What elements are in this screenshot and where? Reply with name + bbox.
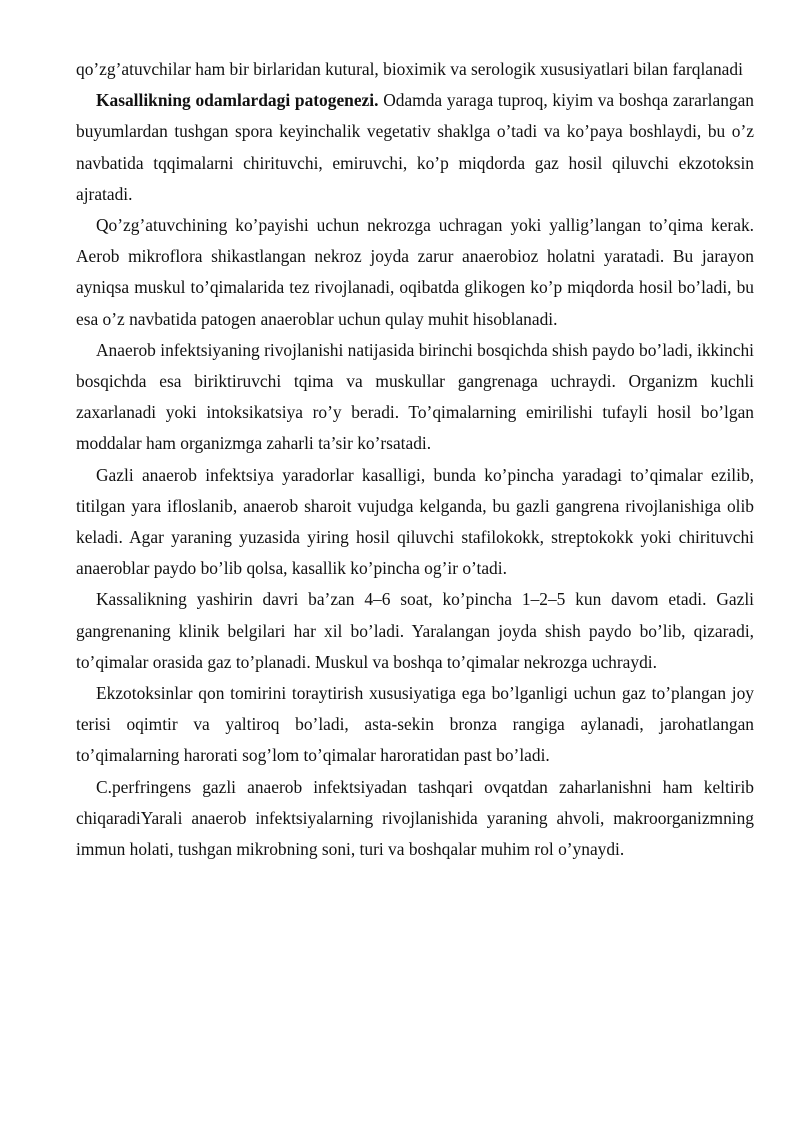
paragraph-text: Anaerob infektsiyaning rivojlanishi natijasida birinchi bosqichda shish paydo bo’ladi, ikkinchi bosqichda esa biriktiruvchi tqima va muskullar gangrenaga uchraydi. Organizm kuchli zaxarlanadi yoki intoksikatsiya ro’y beradi. To’qimalarning emirilishi tufayli hosil bo’lgan moddalar ham organizmga zaharli ta’sir ko’rsatadi. [76, 339, 754, 454]
paragraph-gas-gangrene [76, 460, 754, 585]
paragraph-text: Kassalikning yashirin davri ba’zan 4–6 soat, ko’pincha 1–2–5 kun davom etadi. Gazli gangrenaning klinik belgilari har xil bo’ladi. Yaralangan joyda shish paydo bo’lib, qizaradi, to’qimalar orasida gaz to’planadi. Muskul va boshqa to’qimalar nekrozga uchraydi. [76, 589, 754, 672]
paragraph-text: Odamda yaraga tuproq, kiyim va boshqa zararlangan buyumlardan tushgan spora keyinchalik vegetativ shaklga o’tadi va ko’paya boshlaydi, bu o’z navbatida tqqimalarni chirituvchi, emiruvchi, ko’p miqdorda gaz hosil qiluvchi ekzotoksin ajratadi. [76, 90, 754, 204]
paragraph-continuation [76, 54, 754, 85]
paragraph-text: C.perfringens gazli anaerob infektsiyadan tashqari ovqatdan zaharlanishni ham keltirib chiqaradiYarali anaerob infektsiyalarning rivojlanishida yaraning ahvoli, makroorganizmning immun holati, tushgan mikrobning soni, turi va boshqalar muhim rol o’ynaydi. [76, 776, 754, 860]
paragraph-exotoxins [76, 678, 754, 772]
paragraph-reproduction [76, 210, 754, 335]
paragraph-text: Gazli anaerob infektsiya yaradorlar kasalligi, bunda ko’pincha yaradagi to’qimalar ezilib, titilgan yara ifloslanib, anaerob sharoit vujudga kelganda, bu gazli gangrena rivojlanishiga olib keladi. Agar yaraning yuzasida yiring hosil qiluvchi stafilokokk, streptokokk yoki chirituvchi anaeroblar paydo bo’lib qolsa, kasallik ko’pincha og’ir o’tadi. [76, 464, 754, 579]
paragraph-text: qo’zg’atuvchilar ham bir birlaridan kutural, bioximik va serologik xususiyatlari bilan farqlanadi [76, 59, 743, 79]
paragraph-text: Qo’zg’atuvchining ko’payishi uchun nekrozga uchragan yoki yallig’langan to’qima kerak. Aerob mikroflora shikastlangan nekroz joyda zarur anaerobioz holatni yaratadi. Bu jarayon ayniqsa muskul to’qimalarida tez rivojlanadi, oqibatda glikogen ko’p miqdorda hosil bo’ladi, bu esa o’z navbatida patogen anaeroblar uchun qulay muhit hisoblanadi. [76, 215, 754, 329]
paragraph-incubation [76, 584, 754, 678]
paragraph-perfringens [76, 772, 754, 866]
paragraph-infection-stages [76, 335, 754, 460]
paragraph-text: Ekzotoksinlar qon tomirini toraytirish xususiyatiga ega bo’lganligi uchun gaz to’plangan joy terisi oqimtir va yaltiroq bo’ladi, asta-sekin bronza rangiga aylanadi, jarohatlangan to’qimalarning harorati sog’lom to’qimalar haroratidan past bo’ladi. [76, 683, 754, 766]
paragraph-pathogenesis [76, 85, 754, 210]
document-page [76, 54, 754, 865]
section-heading-pathogenesis: Kasallikning odamlardagi patogenezi. [96, 90, 379, 111]
